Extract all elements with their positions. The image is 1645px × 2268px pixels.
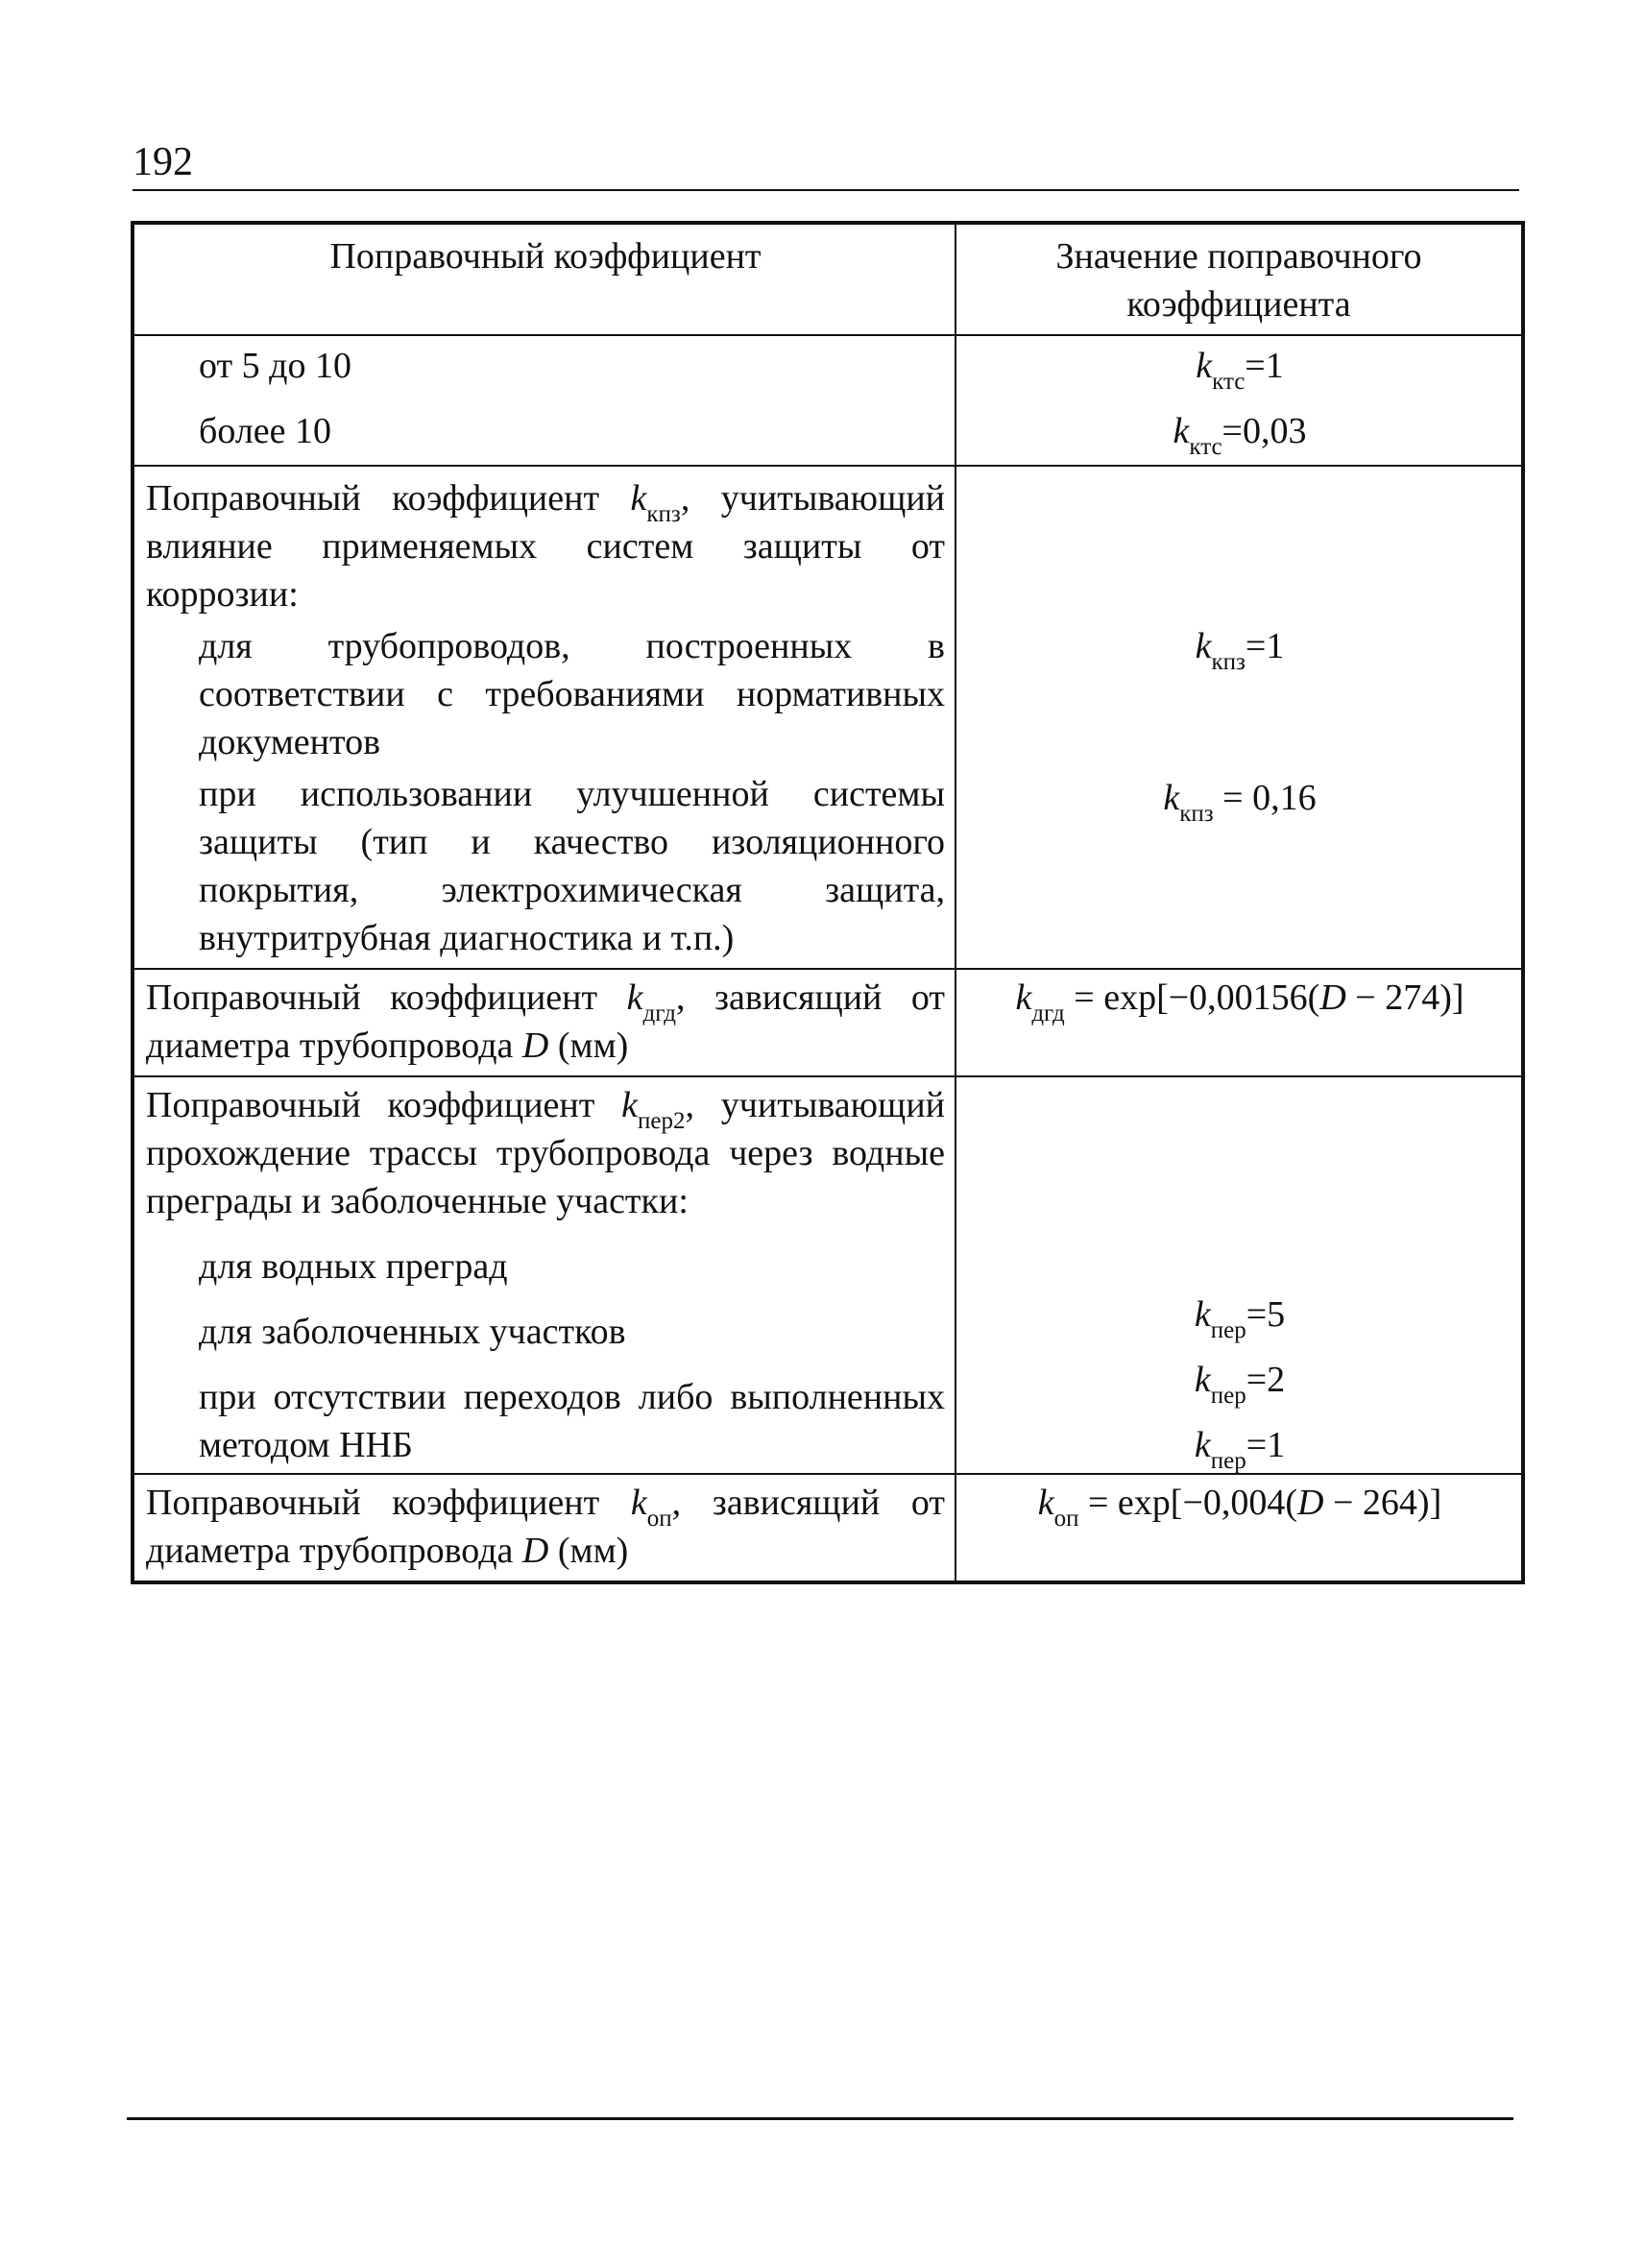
value-rhs: = 0,16 xyxy=(1213,778,1317,818)
value-rhs: =1 xyxy=(1245,346,1284,386)
footer-rule xyxy=(127,2117,1513,2120)
k-symbol: k xyxy=(1194,1294,1211,1335)
k-symbol: k xyxy=(630,1483,647,1523)
k-subscript: ктс xyxy=(1212,369,1246,395)
k-subscript: кпз xyxy=(1179,801,1214,827)
k-subscript: ктс xyxy=(1189,434,1222,460)
k-subscript: оп xyxy=(646,1506,672,1532)
kpz-item-normative: для трубопроводов, построенных в соответствии с требованиями нормативных документов xyxy=(199,626,945,762)
ktc-label-5-10: от 5 до 10 xyxy=(199,346,351,386)
table-row-kop xyxy=(133,1474,1523,1582)
table-row-kdgd xyxy=(133,969,1523,1076)
kpz-intro xyxy=(146,474,945,618)
k-symbol: k xyxy=(1195,626,1212,666)
k-symbol: k xyxy=(1173,411,1190,451)
k-subscript: дгд xyxy=(642,1001,676,1026)
kdgd-formula xyxy=(956,969,1523,1076)
text-fragment: Поправочный коэффициент xyxy=(146,1483,631,1523)
table-header-row xyxy=(133,223,1523,335)
text-fragment: , зависящий от диаметра трубопровода xyxy=(146,977,945,1066)
table-row-ktc xyxy=(133,335,1523,466)
kper-values xyxy=(956,1076,1523,1474)
k-symbol: k xyxy=(621,1085,639,1125)
kper-intro xyxy=(146,1081,945,1225)
k-symbol: k xyxy=(1196,346,1213,386)
diameter-symbol: D xyxy=(1297,1483,1324,1523)
text-fragment: Поправочный коэффициент xyxy=(146,977,627,1018)
value-rhs: =0,03 xyxy=(1222,411,1307,451)
value-rhs: =1 xyxy=(1245,626,1285,666)
k-subscript: оп xyxy=(1053,1506,1079,1532)
coefficient-table xyxy=(131,221,1525,1584)
text-fragment: , учитывающий влияние применяемых систем защиты от коррозии: xyxy=(146,478,945,615)
text-fragment: Поправочный коэффициент xyxy=(146,1085,622,1125)
k-symbol: k xyxy=(1194,1425,1211,1465)
k-symbol: k xyxy=(1163,778,1180,818)
formula-fragment: = exp[−0,00156( xyxy=(1064,977,1320,1018)
text-fragment: (мм) xyxy=(548,1025,629,1066)
kper-value-swamp xyxy=(968,1356,1512,1409)
text-fragment: Поправочный коэффициент xyxy=(146,478,631,519)
ktc-label-over-10: более 10 xyxy=(199,411,332,451)
table-row-kpz xyxy=(133,466,1523,969)
diameter-symbol: D xyxy=(1319,977,1346,1018)
kper-item-none: при отсутствии переходов либо выполненных методом ННБ xyxy=(199,1377,945,1465)
k-subscript: кпз xyxy=(646,501,681,527)
value-rhs: =2 xyxy=(1246,1360,1286,1400)
kper-description xyxy=(133,1076,956,1474)
kdgd-text xyxy=(146,974,945,1070)
text-fragment: , зависящий от диаметра трубопровода xyxy=(146,1483,945,1571)
diameter-symbol: D xyxy=(521,1531,549,1571)
kper-value-none xyxy=(968,1421,1512,1474)
text-fragment: (мм) xyxy=(548,1531,629,1571)
kper-item-swamp: для заболоченных участков xyxy=(199,1312,626,1352)
kdgd-formula-text xyxy=(968,974,1512,1026)
k-symbol: k xyxy=(1194,1360,1211,1400)
kdgd-description xyxy=(133,969,956,1076)
text-fragment: , учитывающий прохождение трассы трубопровода через водные преграды и заболоченные участки: xyxy=(146,1085,945,1221)
kpz-value-2 xyxy=(968,774,1512,827)
ktc-values xyxy=(956,335,1523,466)
value-rhs: =5 xyxy=(1246,1294,1286,1335)
kpz-value-1 xyxy=(968,622,1512,675)
k-symbol: k xyxy=(1015,977,1032,1018)
kpz-description xyxy=(133,466,956,969)
header-rule xyxy=(133,189,1519,191)
kper-item-water: для водных преград xyxy=(199,1246,508,1287)
formula-fragment: − 264)] xyxy=(1323,1483,1442,1523)
k-subscript: пер xyxy=(1210,1317,1246,1343)
k-subscript: пер2 xyxy=(638,1108,686,1134)
kpz-values xyxy=(956,466,1523,969)
header-coefficient-value: Значение поправочного коэффициента xyxy=(956,223,1523,335)
kop-formula xyxy=(956,1474,1523,1582)
kop-text xyxy=(146,1479,945,1575)
kper-value-water xyxy=(968,1291,1512,1343)
ktc-labels xyxy=(133,335,956,466)
diameter-symbol: D xyxy=(521,1025,549,1066)
header-coefficient: Поправочный коэффициент xyxy=(133,223,956,335)
k-subscript: дгд xyxy=(1031,1001,1065,1026)
k-subscript: кпз xyxy=(1211,649,1246,675)
page-number: 192 xyxy=(133,140,193,184)
value-rhs: =1 xyxy=(1246,1425,1286,1465)
kop-description xyxy=(133,1474,956,1582)
k-symbol: k xyxy=(1037,1483,1054,1523)
table-row-kper xyxy=(133,1076,1523,1474)
k-symbol: k xyxy=(626,977,643,1018)
kpz-item-improved: при использовании улучшенной системы защиты (тип и качество изоляционного покрытия, электрохимическая защита, внутритрубная диагностика и т.п.) xyxy=(199,774,945,958)
kop-formula-text xyxy=(968,1479,1512,1532)
formula-fragment: = exp[−0,004( xyxy=(1078,1483,1298,1523)
k-subscript: пер xyxy=(1210,1383,1246,1409)
ktc-value-1 xyxy=(968,342,1512,395)
k-symbol: k xyxy=(630,478,647,519)
k-subscript: пер xyxy=(1210,1448,1246,1474)
formula-fragment: − 274)] xyxy=(1345,977,1464,1018)
ktc-value-2 xyxy=(968,407,1512,460)
